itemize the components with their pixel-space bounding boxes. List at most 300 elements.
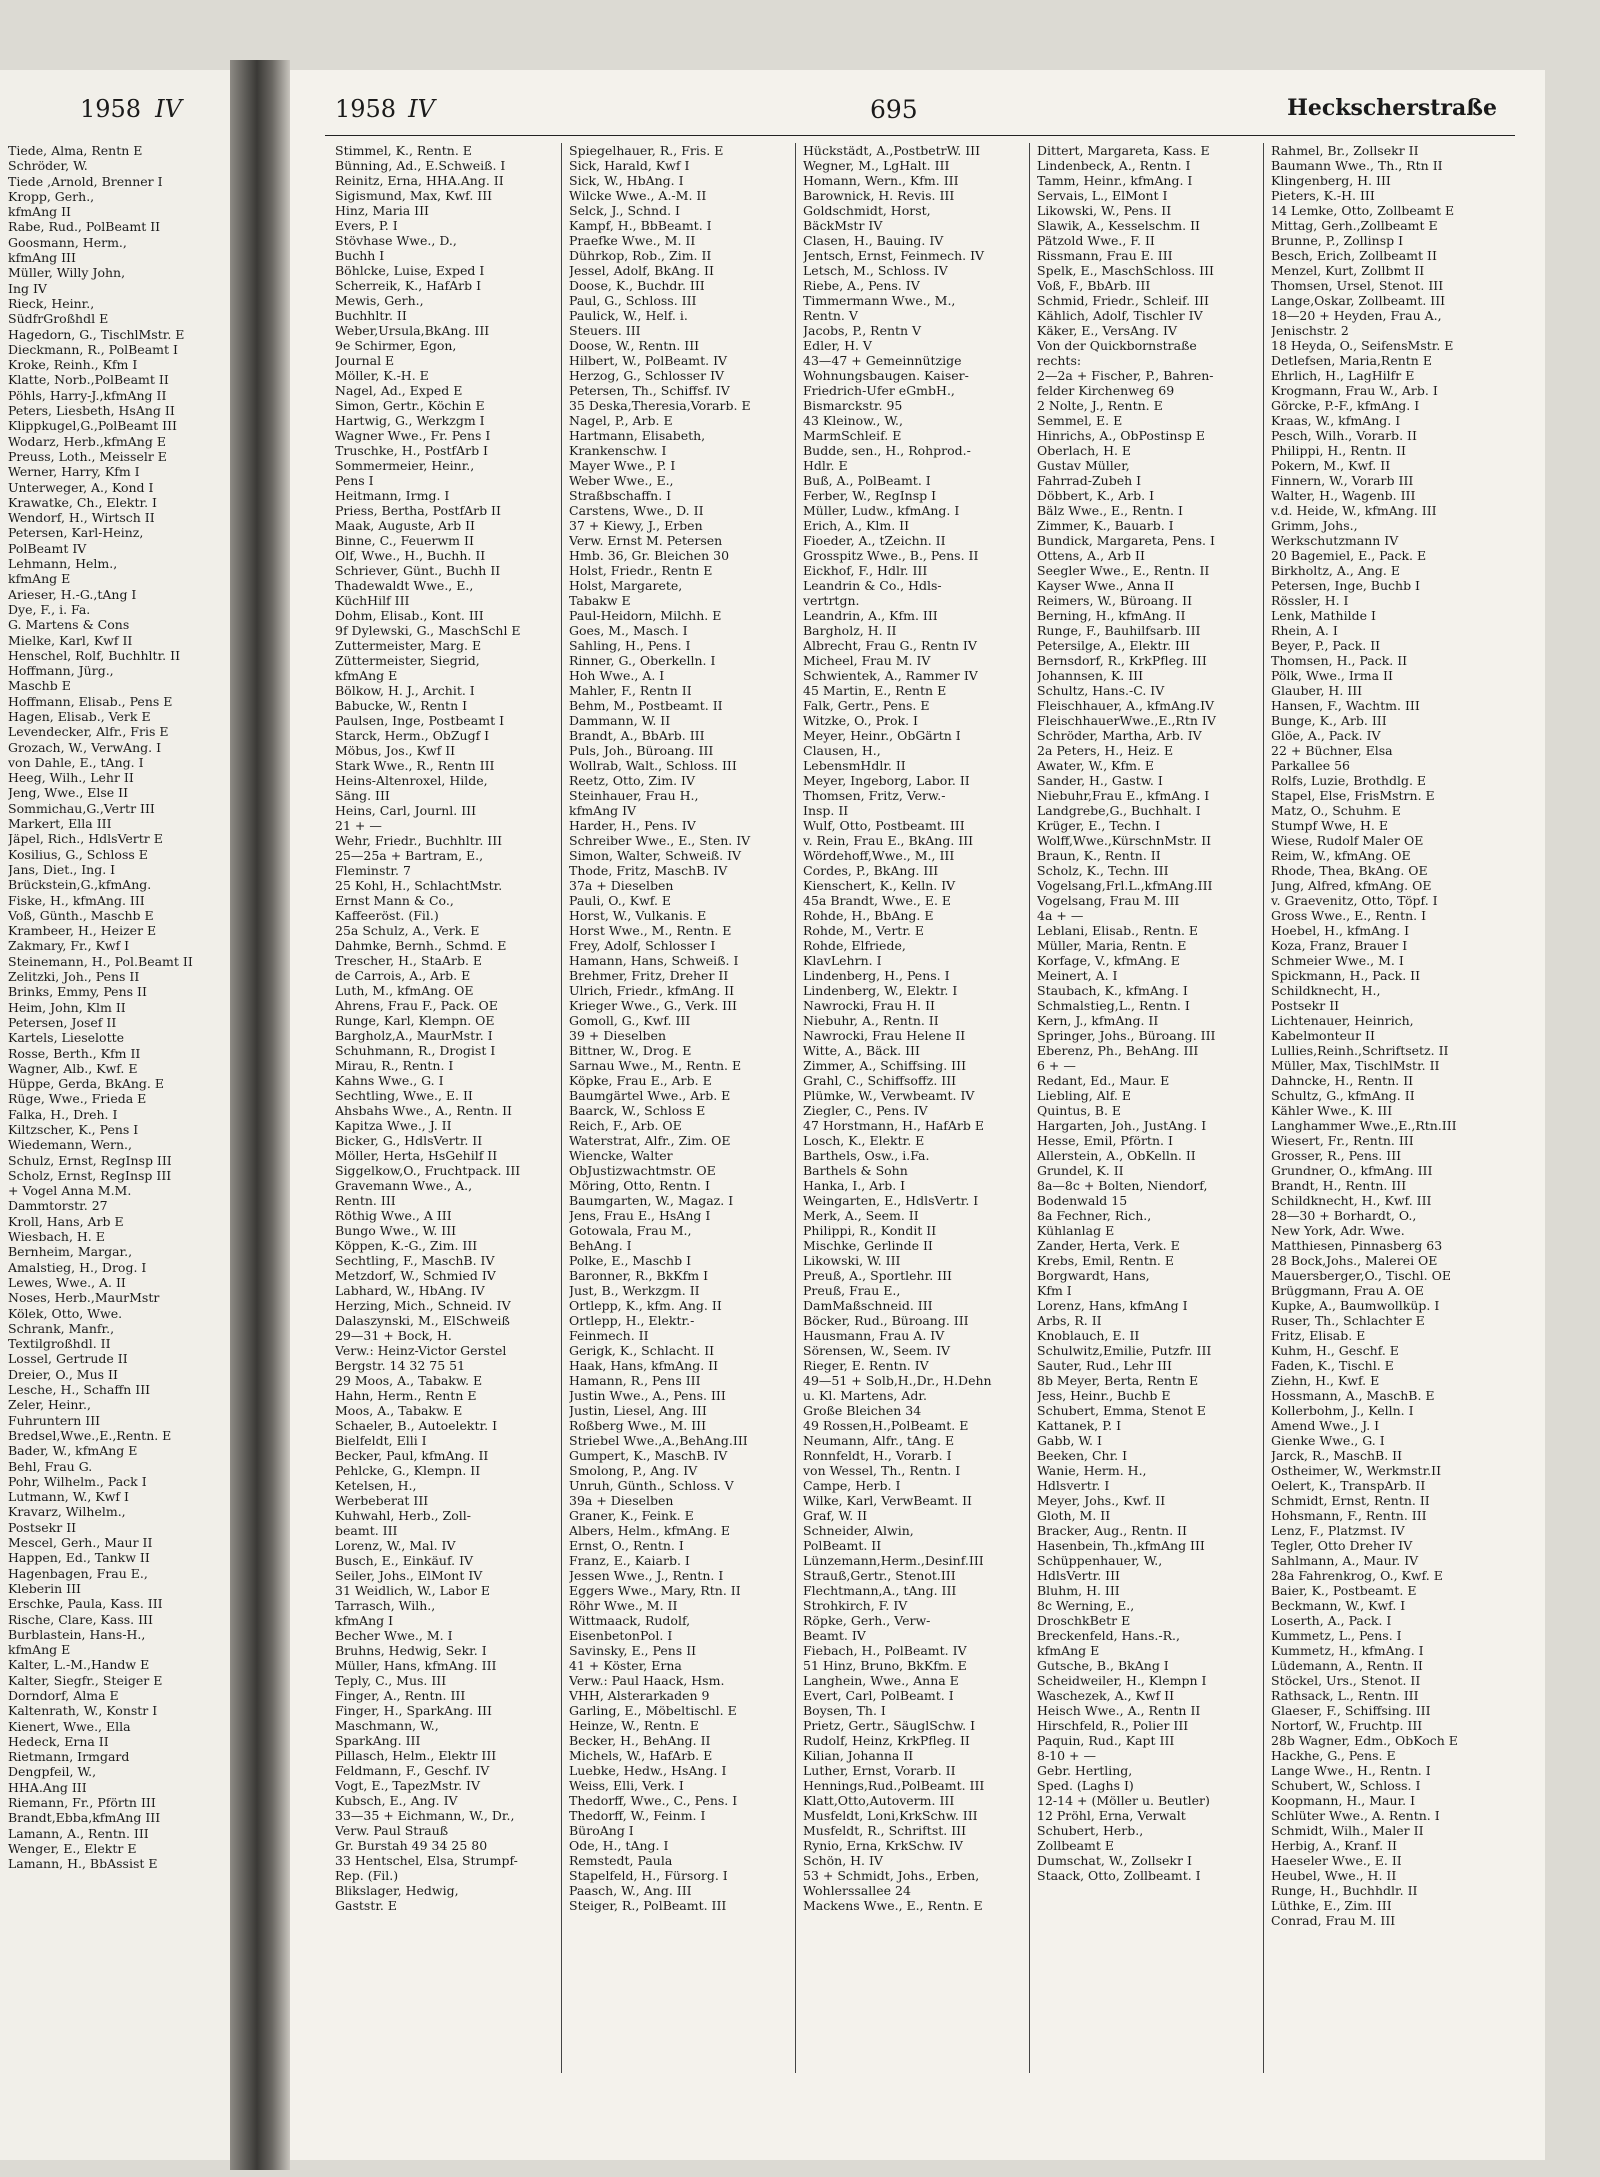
directory-entry: Korfage, V., kfmAng. E bbox=[1037, 953, 1180, 968]
directory-entry: 49 Rossen,H.,PolBeamt. E bbox=[803, 1418, 969, 1433]
directory-entry: Kabelmonteur II bbox=[1271, 1028, 1375, 1043]
directory-entry: Mayer Wwe., P. I bbox=[569, 458, 676, 473]
directory-entry: Waschezek, A., Kwf II bbox=[1037, 1688, 1175, 1703]
directory-entry: Schuhmann, R., Drogist I bbox=[335, 1043, 496, 1058]
directory-entry: Steiger, R., PolBeamt. III bbox=[569, 1898, 727, 1913]
left-entry: Fiske, H., kfmAng. III bbox=[8, 892, 145, 908]
directory-entry: Rhein, A. I bbox=[1271, 623, 1338, 638]
directory-entry: Feldmann, F., Geschf. IV bbox=[335, 1763, 490, 1778]
directory-entry: Hinz, Maria III bbox=[335, 203, 429, 218]
directory-entry: Finger, H., SparkAng. III bbox=[335, 1703, 492, 1718]
directory-entry: Kühlanlag E bbox=[1037, 1223, 1115, 1238]
directory-entry: Kähler Wwe., K. III bbox=[1271, 1103, 1393, 1118]
directory-column-1 bbox=[335, 143, 562, 2073]
directory-entry: Bunge, K., Arb. III bbox=[1271, 713, 1387, 728]
left-entry: G. Martens & Cons bbox=[8, 617, 130, 633]
directory-entry: Grundner, O., kfmAng. III bbox=[1271, 1163, 1433, 1178]
directory-entry: Ferber, W., RegInsp I bbox=[803, 488, 937, 503]
directory-entry: Baier, K., Postbeamt. E bbox=[1271, 1583, 1417, 1598]
directory-entry: Gross Wwe., E., Rentn. I bbox=[1271, 908, 1427, 923]
directory-entry: Sick, Harald, Kwf I bbox=[569, 158, 690, 173]
directory-entry: Schüppenhauer, W., bbox=[1037, 1553, 1163, 1568]
directory-entry: Fritz, Elisab. E bbox=[1271, 1328, 1366, 1343]
directory-entry: Sechtling, F., MaschB. IV bbox=[335, 1253, 495, 1268]
directory-entry: Petersen, Inge, Buchb I bbox=[1271, 578, 1420, 593]
directory-entry: Gomoll, G., Kwf. III bbox=[569, 1013, 691, 1028]
left-entry: Dorndorf, Alma E bbox=[8, 1687, 119, 1703]
left-entry: Steinemann, H., Pol.Beamt II bbox=[8, 953, 193, 969]
directory-entry: Vogt, E., TapezMstr. IV bbox=[335, 1778, 480, 1793]
directory-entry: 2—2a + Fischer, P., Bahren- bbox=[1037, 368, 1214, 383]
page-number: 695 bbox=[870, 95, 918, 124]
directory-entry: Schmidt, Ernst, Rentn. II bbox=[1271, 1493, 1430, 1508]
directory-entry: Remstedt, Paula bbox=[569, 1853, 673, 1868]
directory-entry: Wulf, Otto, Postbeamt. III bbox=[803, 818, 965, 833]
directory-entry: Heitmann, Irmg. I bbox=[335, 488, 450, 503]
directory-entry: Buchh I bbox=[335, 248, 385, 263]
directory-entry: 37 + Kiewy, J., Erben bbox=[569, 518, 703, 533]
directory-entry: Strohkirch, F. IV bbox=[803, 1598, 908, 1613]
directory-entry: v. Graevenitz, Otto, Töpf. I bbox=[1271, 893, 1438, 908]
directory-entry: Erich, A., Klm. II bbox=[803, 518, 910, 533]
directory-entry: Hamann, R., Pens III bbox=[569, 1373, 701, 1388]
directory-entry: 43 Kleinow., W., bbox=[803, 413, 903, 428]
directory-entry: 28b Wagner, Edm., ObKoch E bbox=[1271, 1733, 1458, 1748]
directory-entry: Jentsch, Ernst, Feinmech. IV bbox=[803, 248, 985, 263]
left-entry: Amalstieg, H., Drog. I bbox=[8, 1259, 147, 1275]
directory-entry: Grosser, R., Pens. III bbox=[1271, 1148, 1402, 1163]
directory-entry: Kummetz, L., Pens. I bbox=[1271, 1628, 1402, 1643]
directory-entry: Krieger Wwe., G., Verk. III bbox=[569, 998, 737, 1013]
directory-entry: Holst, Friedr., Rentn E bbox=[569, 563, 713, 578]
left-entry: Rische, Clare, Kass. III bbox=[8, 1611, 153, 1627]
directory-entry: 37a + Dieselben bbox=[569, 878, 674, 893]
directory-entry: Wilke, Karl, VerwBeamt. II bbox=[803, 1493, 972, 1508]
directory-entry: Prietz, Gertr., SäuglSchw. I bbox=[803, 1718, 976, 1733]
directory-entry: Beyer, P., Pack. II bbox=[1271, 638, 1381, 653]
directory-entry: Priess, Bertha, PostfArb II bbox=[335, 503, 501, 518]
directory-entry: Meyer, Ingeborg, Labor. II bbox=[803, 773, 970, 788]
left-entry: Hoffmann, Jürg., bbox=[8, 663, 114, 679]
directory-entry: Sander, H., Gastw. I bbox=[1037, 773, 1163, 788]
directory-entry: Praefke Wwe., M. II bbox=[569, 233, 696, 248]
directory-entry: Seegler Wwe., E., Rentn. II bbox=[1037, 563, 1210, 578]
directory-entry: Reim, W., kfmAng. OE bbox=[1271, 848, 1411, 863]
left-entry: Voß, Günth., Maschb E bbox=[8, 907, 154, 923]
directory-entry: Lindenberg, W., Elektr. I bbox=[803, 983, 958, 998]
directory-entry: Grundel, K. II bbox=[1037, 1163, 1124, 1178]
directory-entry: Sauter, Rud., Lehr III bbox=[1037, 1358, 1172, 1373]
left-entry: Müller, Willy John, bbox=[8, 265, 126, 281]
directory-entry: Scherreik, K., HafArb I bbox=[335, 278, 482, 293]
directory-entry: Reimers, W., Büroang. II bbox=[1037, 593, 1193, 608]
directory-entry: Kienschert, K., Kelln. IV bbox=[803, 878, 956, 893]
directory-entry: Rohde, H., BbAng. E bbox=[803, 908, 934, 923]
directory-entry: KüchHilf III bbox=[335, 593, 410, 608]
directory-entry: 21 + — bbox=[335, 818, 382, 833]
left-entry: Hedeck, Erna II bbox=[8, 1733, 109, 1749]
directory-entry: Köpke, Frau E., Arb. E bbox=[569, 1073, 712, 1088]
directory-entry: Witzke, O., Prok. I bbox=[803, 713, 918, 728]
directory-entry: Bälz Wwe., E., Rentn. I bbox=[1037, 503, 1183, 518]
directory-entry: Preuß, Frau E., bbox=[803, 1283, 901, 1298]
left-entry: Zelitzki, Joh., Pens II bbox=[8, 969, 140, 985]
directory-entry: Spickmann, H., Pack. II bbox=[1271, 968, 1421, 983]
left-entry: Fuhruntern III bbox=[8, 1412, 101, 1428]
left-entry: Pohr, Wilhelm., Pack I bbox=[8, 1473, 147, 1489]
directory-entry: Pokern, M., Kwf. II bbox=[1271, 458, 1391, 473]
directory-entry: 20 Bagemiel, E., Pack. E bbox=[1271, 548, 1427, 563]
left-entry: von Dahle, E., tAng. I bbox=[8, 754, 144, 770]
left-entry: PolBeamt IV bbox=[8, 540, 87, 556]
directory-entry: Kilian, Johanna II bbox=[803, 1748, 914, 1763]
directory-entry: Pauli, O., Kwf. E bbox=[569, 893, 672, 908]
directory-entry: Döbbert, K., Arb. I bbox=[1037, 488, 1155, 503]
left-entry: Dieckmann, R., PolBeamt I bbox=[8, 341, 178, 357]
directory-entry: Insp. II bbox=[803, 803, 849, 818]
directory-entry: BüroAng I bbox=[569, 1823, 634, 1838]
directory-entry: Runge, F., Bauhilfsarb. III bbox=[1037, 623, 1201, 638]
directory-entry: Hanka, I., Arb. I bbox=[803, 1178, 906, 1193]
directory-entry: Reinitz, Erna, HHA.Ang. II bbox=[335, 173, 504, 188]
directory-entry: 31 Weidlich, W., Labor E bbox=[335, 1583, 491, 1598]
directory-entry: Müller, Ludw., kfmAng. I bbox=[803, 503, 960, 518]
left-entry: Kienert, Wwe., Ella bbox=[8, 1718, 131, 1734]
directory-entry: Buß, A., PolBeamt. I bbox=[803, 473, 931, 488]
directory-entry: Rohde, Elfriede, bbox=[803, 938, 906, 953]
directory-entry: Straßbschaffn. I bbox=[569, 488, 672, 503]
left-entry: Kleberin III bbox=[8, 1580, 81, 1596]
directory-entry: Maschmann, W., bbox=[335, 1718, 439, 1733]
directory-entry: Ode, H., tAng. I bbox=[569, 1838, 669, 1853]
directory-entry: Reetz, Otto, Zim. IV bbox=[569, 773, 695, 788]
directory-entry: Jarck, R., MaschB. II bbox=[1271, 1448, 1403, 1463]
directory-entry: Pätzold Wwe., F. II bbox=[1037, 233, 1155, 248]
left-entry: Bader, W., kfmAng E bbox=[8, 1443, 138, 1459]
directory-entry: Jung, Alfred, kfmAng. OE bbox=[1271, 878, 1432, 893]
directory-entry: Krebs, Emil, Rentn. E bbox=[1037, 1253, 1174, 1268]
directory-entry: Niebuhr,Frau E., kfmAng. I bbox=[1037, 788, 1210, 803]
directory-entry: felder Kirchenweg 69 bbox=[1037, 383, 1175, 398]
directory-entry: Von der Quickbornstraße bbox=[1037, 338, 1197, 353]
directory-entry: Merk, A., Seem. II bbox=[803, 1208, 919, 1223]
directory-entry: Simon, Walter, Schweiß. IV bbox=[569, 848, 742, 863]
left-entry: Pöhls, Harry-J.,kfmAng II bbox=[8, 387, 167, 403]
left-entry: Grozach, W., VerwAng. I bbox=[8, 739, 162, 755]
directory-entry: Weber,Ursula,BkAng. III bbox=[335, 323, 490, 338]
directory-entry: Heinze, W., Rentn. E bbox=[569, 1718, 699, 1733]
directory-entry: Hasenbein, Th.,kfmAng III bbox=[1037, 1538, 1205, 1553]
directory-entry: Sommermeier, Heinr., bbox=[335, 458, 475, 473]
directory-entry: Clasen, H., Bauing. IV bbox=[803, 233, 944, 248]
directory-entry: Hdlr. E bbox=[803, 458, 848, 473]
directory-entry: Thedorff, W., Feinm. I bbox=[569, 1808, 706, 1823]
directory-entry: kfmAng IV bbox=[569, 803, 637, 818]
directory-entry: Weber Wwe., E., bbox=[569, 473, 674, 488]
directory-entry: Lindenberg, H., Pens. I bbox=[803, 968, 950, 983]
left-entry: Brinks, Emmy, Pens II bbox=[8, 984, 147, 1000]
left-entry: Postsekr II bbox=[8, 1519, 77, 1535]
directory-entry: Schwientek, A., Rammer IV bbox=[803, 668, 978, 683]
left-entry: Schrank, Manfr., bbox=[8, 1320, 115, 1336]
directory-entry: Justin Wwe., A., Pens. III bbox=[569, 1388, 726, 1403]
directory-entry: Berning, H., kfmAng. II bbox=[1037, 608, 1186, 623]
directory-entry: Bergstr. 14 32 75 51 bbox=[335, 1358, 466, 1373]
directory-entry: Runge, H., Buchhdlr. II bbox=[1271, 1883, 1418, 1898]
left-entry: Sommichau,G.,Vertr III bbox=[8, 800, 155, 816]
directory-entry: Heisch Wwe., A., Rentn II bbox=[1037, 1703, 1201, 1718]
directory-entry: Thomsen, Ursel, Stenot. III bbox=[1271, 278, 1444, 293]
directory-entry: Weingarten, E., HdlsVertr. I bbox=[803, 1193, 979, 1208]
directory-entry: Brandt, H., Rentn. III bbox=[1271, 1178, 1407, 1193]
directory-entry: Becher Wwe., M. I bbox=[335, 1628, 453, 1643]
directory-entry: Schaeler, B., Autoelektr. I bbox=[335, 1418, 498, 1433]
left-entry: Hagedorn, G., TischlMstr. E bbox=[8, 326, 185, 342]
directory-entry: Simon, Gertr., Köchin E bbox=[335, 398, 485, 413]
directory-entry: Sped. (Laghs I) bbox=[1037, 1778, 1134, 1793]
directory-entry: u. Kl. Martens, Adr. bbox=[803, 1388, 927, 1403]
directory-entry: Ostheimer, W., Werkmstr.II bbox=[1271, 1463, 1442, 1478]
directory-entry: Voß, F., BbArb. III bbox=[1037, 278, 1151, 293]
directory-entry: Bruhns, Hedwig, Sekr. I bbox=[335, 1643, 487, 1658]
directory-entry: Dahmke, Bernh., Schmd. E bbox=[335, 938, 507, 953]
directory-entry: Fleminstr. 7 bbox=[335, 863, 411, 878]
directory-entry: Eickhof, F., Hdlr. III bbox=[803, 563, 928, 578]
directory-entry: Baumgarten, W., Magaz. I bbox=[569, 1193, 734, 1208]
directory-entry: Birkholtz, A., Ang. E bbox=[1271, 563, 1400, 578]
directory-entry: Dührkop, Rob., Zim. II bbox=[569, 248, 712, 263]
directory-entry: 6 + — bbox=[1037, 1058, 1076, 1073]
directory-entry: Falk, Gertr., Pens. E bbox=[803, 698, 930, 713]
directory-entry: Puls, Joh., Büroang. III bbox=[569, 743, 714, 758]
directory-entry: Pens I bbox=[335, 473, 374, 488]
directory-entry: Goes, M., Masch. I bbox=[569, 623, 688, 638]
directory-entry: Ernst Mann & Co., bbox=[335, 893, 454, 908]
directory-entry: Bargholz, H. II bbox=[803, 623, 897, 638]
directory-entry: Bodenwald 15 bbox=[1037, 1193, 1128, 1208]
left-entry: Rüge, Wwe., Frieda E bbox=[8, 1091, 147, 1107]
directory-entry: 18 Heyda, O., SeifensMstr. E bbox=[1271, 338, 1454, 353]
directory-entry: Rentn. V bbox=[803, 308, 858, 323]
directory-entry: Campe, Herb. I bbox=[803, 1478, 901, 1493]
directory-entry: Verw.: Paul Haack, Hsm. bbox=[569, 1673, 725, 1688]
directory-entry: Jens, Frau E., HsAng I bbox=[569, 1208, 711, 1223]
directory-entry: 51 Hinz, Bruno, BkKfm. E bbox=[803, 1658, 967, 1673]
directory-entry: Hossmann, A., MaschB. E bbox=[1271, 1388, 1435, 1403]
directory-entry: Arbs, R. II bbox=[1037, 1313, 1102, 1328]
left-entry: Hoffmann, Elisab., Pens E bbox=[8, 693, 173, 709]
left-entry: Petersen, Karl-Heinz, bbox=[8, 525, 144, 541]
directory-entry: Scholz, K., Techn. III bbox=[1037, 863, 1169, 878]
directory-entry: Ahsbahs Wwe., A., Rentn. II bbox=[335, 1103, 512, 1118]
directory-entry: Herbig, A., Kranf. II bbox=[1271, 1838, 1397, 1853]
directory-entry: Bölkow, H. J., Archit. I bbox=[335, 683, 475, 698]
directory-entry: Verw. Paul Strauß bbox=[335, 1823, 449, 1838]
directory-entry: Walter, H., Wagenb. III bbox=[1271, 488, 1416, 503]
left-entry: kfmAng E bbox=[8, 571, 71, 587]
directory-entry: Pieters, K.-H. III bbox=[1271, 188, 1375, 203]
directory-entry: Lüdemann, A., Rentn. II bbox=[1271, 1658, 1423, 1673]
directory-entry: Matthiesen, Pinnasberg 63 bbox=[1271, 1238, 1443, 1253]
directory-entry: 49—51 + Solb,H.,Dr., H.Dehn bbox=[803, 1373, 992, 1388]
directory-entry: Ortlepp, H., Elektr.- bbox=[569, 1313, 695, 1328]
directory-entry: Rudolf, Heinz, KrkPfleg. II bbox=[803, 1733, 970, 1748]
directory-entry: Hausmann, Frau A. IV bbox=[803, 1328, 945, 1343]
directory-entry: Baronner, R., BkKfm I bbox=[569, 1268, 709, 1283]
directory-entry: Kapitza Wwe., J. II bbox=[335, 1118, 452, 1133]
left-entry: Lamann, H., BbAssist E bbox=[8, 1856, 158, 1872]
directory-entry: Gumpert, K., MaschB. IV bbox=[569, 1448, 728, 1463]
directory-entry: Verw.: Heinz-Victor Gerstel bbox=[335, 1343, 507, 1358]
directory-entry: Landgrebe,G., Buchhalt. I bbox=[1037, 803, 1201, 818]
directory-entry: Barownick, H. Revis. III bbox=[803, 188, 955, 203]
left-entry: Bernheim, Margar., bbox=[8, 1244, 133, 1260]
directory-entry: Fahrrad-Zubeh I bbox=[1037, 473, 1142, 488]
directory-entry: Hoebel, H., kfmAng. I bbox=[1271, 923, 1410, 938]
directory-entry: Eggers Wwe., Mary, Rtn. II bbox=[569, 1583, 741, 1598]
directory-entry: Doose, W., Rentn. III bbox=[569, 338, 700, 353]
directory-entry: kfmAng E bbox=[335, 668, 398, 683]
directory-entry: Gutsche, B., BkAng I bbox=[1037, 1658, 1169, 1673]
directory-entry: Rinner, G., Oberkelln. I bbox=[569, 653, 716, 668]
directory-entry: Lenz, F., Platzmst. IV bbox=[1271, 1523, 1405, 1538]
left-entry: Schröder, W. bbox=[8, 158, 88, 174]
directory-entry: Petersilge, A., Elektr. III bbox=[1037, 638, 1190, 653]
directory-entry: Awater, W., Kfm. E bbox=[1037, 758, 1155, 773]
directory-entry: Hückstädt, A.,PostbetrW. III bbox=[803, 143, 981, 158]
directory-entry: Hoh Wwe., A. I bbox=[569, 668, 665, 683]
directory-entry: Thedorff, Wwe., C., Pens. I bbox=[569, 1793, 738, 1808]
directory-entry: Grimm, Johs., bbox=[1271, 518, 1358, 533]
directory-entry: Sahlmann, A., Maur. IV bbox=[1271, 1553, 1419, 1568]
directory-entry: HdlsVertr. III bbox=[1037, 1568, 1120, 1583]
directory-entry: Kupke, A., Baumwollküp. I bbox=[1271, 1298, 1440, 1313]
directory-entry: vertrtgn. bbox=[803, 593, 860, 608]
directory-entry: PolBeamt. II bbox=[803, 1538, 882, 1553]
directory-entry: Carstens, Wwe., D. II bbox=[569, 503, 704, 518]
directory-entry: Wiese, Rudolf Maler OE bbox=[1271, 833, 1424, 848]
directory-entry: DamMaßschneid. III bbox=[803, 1298, 933, 1313]
directory-entry: Unruh, Günth., Schloss. V bbox=[569, 1478, 734, 1493]
directory-entry: Spelk, E., MaschSchloss. III bbox=[1037, 263, 1214, 278]
directory-entry: Görcke, P.-F., kfmAng. I bbox=[1271, 398, 1420, 413]
directory-entry: Rissmann, Frau E. III bbox=[1037, 248, 1173, 263]
directory-entry: 9e Schirmer, Egon, bbox=[335, 338, 457, 353]
directory-entry: 25a Schulz, A., Verk. E bbox=[335, 923, 480, 938]
directory-entry: Brunne, P., Zollinsp I bbox=[1271, 233, 1404, 248]
directory-entry: Dohm, Elisab., Kont. III bbox=[335, 608, 484, 623]
directory-entry: Graf, W. II bbox=[803, 1508, 868, 1523]
directory-entry: Heins, Carl, Journl. III bbox=[335, 803, 477, 818]
directory-entry: BäckMstr IV bbox=[803, 218, 883, 233]
directory-entry: Albers, Helm., kfmAng. E bbox=[569, 1523, 731, 1538]
directory-entry: Röhr Wwe., M. II bbox=[569, 1598, 678, 1613]
left-entry: Maschb E bbox=[8, 678, 71, 694]
directory-entry: Barthels, Osw., i.Fa. bbox=[803, 1148, 930, 1163]
left-entry: Dreier, O., Mus II bbox=[8, 1366, 118, 1382]
directory-entry: Jenischstr. 2 bbox=[1271, 323, 1349, 338]
directory-entry: Friedrich-Ufer eGmbH., bbox=[803, 383, 955, 398]
left-entry: Kalter, Siegfr., Steiger E bbox=[8, 1672, 163, 1688]
directory-entry: Schultz, G., kfmAng. II bbox=[1271, 1088, 1415, 1103]
directory-entry: Lorenz, W., Mal. IV bbox=[335, 1538, 456, 1553]
directory-entry: Bicker, G., HdlsVertr. II bbox=[335, 1133, 483, 1148]
directory-entry: Steinhauer, Frau H., bbox=[569, 788, 699, 803]
directory-entry: Stimmel, K., Rentn. E bbox=[335, 143, 472, 158]
directory-entry: Quintus, B. E bbox=[1037, 1103, 1122, 1118]
left-entry: Ing IV bbox=[8, 280, 47, 296]
directory-entry: Krüger, E., Techn. I bbox=[1037, 818, 1161, 833]
left-entry: Heim, John, Klm II bbox=[8, 999, 126, 1015]
left-entry: Rosse, Berth., Kfm II bbox=[8, 1045, 141, 1061]
left-entry: Hagen, Elisab., Verk E bbox=[8, 708, 151, 724]
directory-entry: Franz, E., Kaiarb. I bbox=[569, 1553, 690, 1568]
directory-entry: Kummetz, H., kfmAng. I bbox=[1271, 1643, 1424, 1658]
directory-entry: Wollrab, Walt., Schloss. III bbox=[569, 758, 737, 773]
directory-entry: 28a Fahrenkrog, O., Kwf. E bbox=[1271, 1568, 1443, 1583]
directory-entry: MarmSchleif. E bbox=[803, 428, 902, 443]
directory-entry: de Carrois, A., Arb. E bbox=[335, 968, 471, 983]
directory-entry: 41 + Köster, Erna bbox=[569, 1658, 682, 1673]
left-entry: Dengpfeil, W., bbox=[8, 1764, 97, 1780]
directory-entry: Borgwardt, Hans, bbox=[1037, 1268, 1150, 1283]
directory-entry: Tamm, Heinr., kfmAng. I bbox=[1037, 173, 1193, 188]
directory-entry: Grahl, C., Schiffsoffz. III bbox=[803, 1073, 957, 1088]
directory-entry: Reich, F., Arb. OE bbox=[569, 1118, 682, 1133]
directory-entry: Langhammer Wwe.,E.,Rtn.III bbox=[1271, 1118, 1457, 1133]
directory-entry: 35 Deska,Theresia,Vorarb. E bbox=[569, 398, 751, 413]
directory-entry: Wördehoff,Wwe., M., III bbox=[803, 848, 955, 863]
directory-entry: Wolff,Wwe.,KürschnMstr. II bbox=[1037, 833, 1212, 848]
directory-entry: Röthig Wwe., A III bbox=[335, 1208, 452, 1223]
directory-entry: Braun, K., Rentn. II bbox=[1037, 848, 1161, 863]
left-entry: Peters, Liesbeth, HsAng II bbox=[8, 403, 175, 419]
directory-entry: Fiebach, H., PolBeamt. IV bbox=[803, 1643, 967, 1658]
directory-entry: Kuhm, H., Geschf. E bbox=[1271, 1343, 1399, 1358]
left-entry: Lossel, Gertrude II bbox=[8, 1351, 128, 1367]
directory-entry: Gienke Wwe., G. I bbox=[1271, 1433, 1385, 1448]
directory-entry: Plümke, W., Verwbeamt. IV bbox=[803, 1088, 975, 1103]
directory-entry: Mewis, Gerh., bbox=[335, 293, 424, 308]
left-entry: Bredsel,Wwe.,E.,Rentn. E bbox=[8, 1427, 172, 1443]
left-entry: Zakmary, Fr., Kwf I bbox=[8, 938, 130, 954]
left-entry: kfmAng II bbox=[8, 204, 71, 220]
directory-entry: Preuß, A., Sportlehr. III bbox=[803, 1268, 952, 1283]
directory-entry: Bargholz,A., MaurMstr. I bbox=[335, 1028, 493, 1043]
directory-entry: Gerigk, K., Schlacht. II bbox=[569, 1343, 715, 1358]
directory-entry: Brehmer, Fritz, Dreher II bbox=[569, 968, 729, 983]
directory-column-3 bbox=[803, 143, 1030, 2073]
left-entry: Brandt,Ebba,kfmAng III bbox=[8, 1810, 161, 1826]
header-rule bbox=[325, 135, 1515, 136]
directory-entry: Haak, Hans, kfmAng. II bbox=[569, 1358, 719, 1373]
directory-entry: 29—31 + Bock, H. bbox=[335, 1328, 452, 1343]
directory-entry: Amend Wwe., J. I bbox=[1271, 1418, 1380, 1433]
left-entry: Textilgroßhdl. II bbox=[8, 1336, 111, 1352]
directory-entry: Käker, E., VersAng. IV bbox=[1037, 323, 1178, 338]
directory-entry: Lindenbeck, A., Rentn. I bbox=[1037, 158, 1191, 173]
directory-entry: Wilcke Wwe., A.-M. II bbox=[569, 188, 707, 203]
directory-entry: Schreiber Wwe., E., Sten. IV bbox=[569, 833, 751, 848]
directory-entry: Ulrich, Friedr., kfmAng. II bbox=[569, 983, 735, 998]
directory-entry: Luebke, Hedw., HsAng. I bbox=[569, 1763, 727, 1778]
directory-entry: Just, B., Werkzgm. II bbox=[569, 1283, 700, 1298]
directory-entry: Dahncke, H., Rentn. II bbox=[1271, 1073, 1414, 1088]
directory-entry: Dalaszynski, M., ElSchweiß bbox=[335, 1313, 510, 1328]
directory-entry: Wiencke, Walter bbox=[569, 1148, 673, 1163]
directory-entry: Bittner, W., Drog. E bbox=[569, 1043, 692, 1058]
directory-entry: 22 + Büchner, Elsa bbox=[1271, 743, 1393, 758]
